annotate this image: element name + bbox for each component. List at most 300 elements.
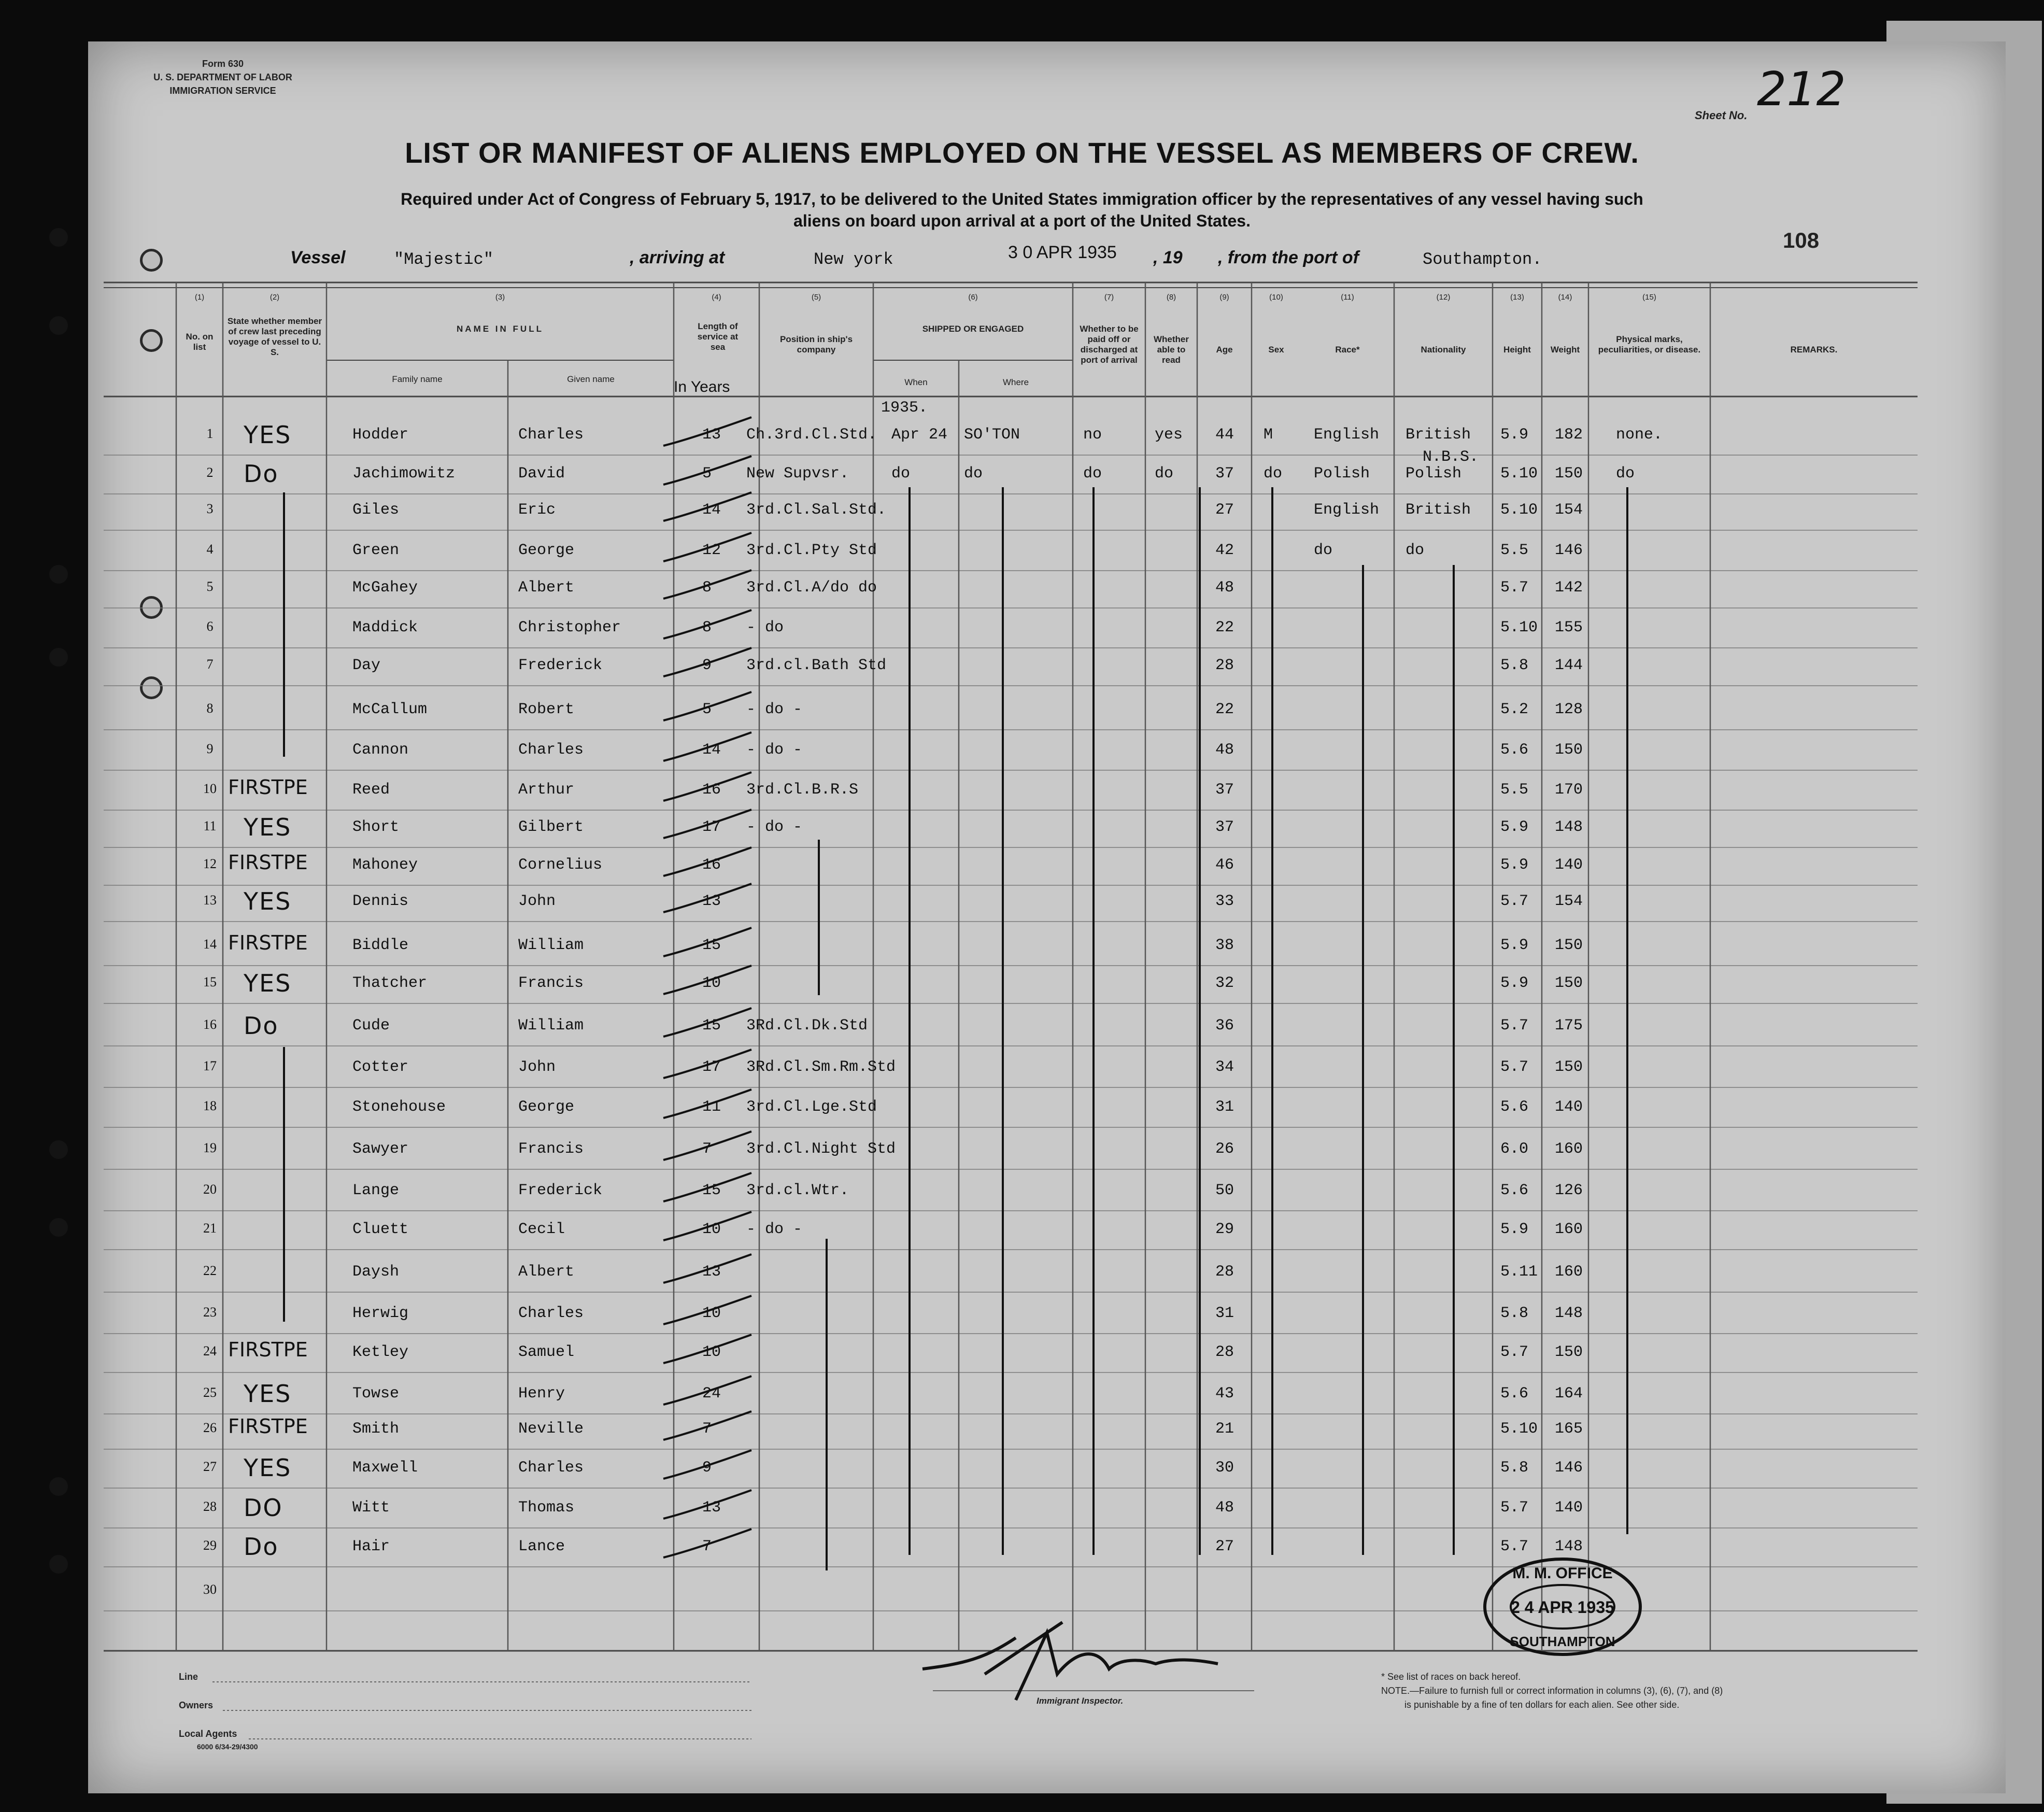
cell-given: Eric [518, 501, 556, 519]
cell-no: 18 [203, 1098, 217, 1113]
cell-height: 5.10 [1500, 501, 1538, 519]
sheet-label: Sheet No. [1695, 109, 1748, 122]
cell-age: 37 [1215, 781, 1234, 799]
cell-service: 16 [702, 856, 721, 874]
col-num: (4) [712, 293, 721, 302]
header-physical-marks: Physical marks, peculiarities, or disease. [1598, 334, 1701, 355]
cell-weight: 150 [1555, 974, 1583, 992]
cell-no: 13 [203, 893, 217, 908]
cell-given: John [518, 1058, 556, 1076]
cell-given: Arthur [518, 781, 575, 799]
cell-given: Charles [518, 741, 584, 759]
header-family-name: Family name [392, 374, 443, 384]
cell-position: 3rd.Cl.A/do do [746, 579, 877, 597]
cell-weight: 148 [1555, 1538, 1583, 1555]
cell-family: Hodder [352, 426, 409, 444]
cell-no: 6 [206, 619, 214, 634]
cell-nationality-note: N.B.S. [1423, 448, 1479, 466]
header-nationality: Nationality [1421, 345, 1466, 355]
cell-position: 3rd.Cl.Night Std [746, 1140, 896, 1158]
cell-given: Francis [518, 974, 584, 992]
cell-service: 15 [702, 1182, 721, 1199]
footer-inspector-label: Immigrant Inspector. [1037, 1696, 1124, 1706]
cell-position: - do - [746, 1221, 803, 1238]
cell-service: 10 [702, 974, 721, 992]
col-num: (2) [269, 293, 280, 302]
cell-given: George [518, 1098, 575, 1116]
cell-no: 21 [203, 1221, 217, 1236]
cell-weight: 128 [1555, 701, 1583, 718]
cell-family: Giles [352, 501, 400, 519]
header-remarks: REMARKS. [1790, 345, 1838, 355]
cell-prev: FIRSTPE [228, 776, 308, 799]
header-height: Height [1503, 345, 1531, 355]
cell-height: 5.5 [1500, 542, 1529, 559]
cell-height: 5.7 [1500, 1538, 1529, 1555]
cell-marks: none. [1616, 426, 1663, 444]
cell-weight: 140 [1555, 1098, 1583, 1116]
cell-service: 17 [702, 1058, 721, 1076]
cell-weight: 155 [1555, 619, 1583, 636]
cell-weight: 182 [1555, 426, 1583, 444]
cell-height: 5.8 [1500, 1305, 1529, 1322]
cell-family: Ketley [352, 1343, 409, 1361]
header-race: Race* [1335, 345, 1360, 355]
date-stamp: 3 0 APR 1935 [1008, 243, 1117, 262]
stamp-bottom: SOUTHAMPTON [1510, 1634, 1615, 1649]
cell-service: 9 [702, 657, 712, 674]
cell-height: 5.8 [1500, 1459, 1529, 1477]
cell-age: 48 [1215, 741, 1234, 759]
cell-weight: 160 [1555, 1263, 1583, 1281]
cell-family: Witt [352, 1499, 390, 1517]
cell-age: 28 [1215, 657, 1234, 674]
cell-height: 5.8 [1500, 657, 1529, 674]
cell-family: Dennis [352, 893, 409, 910]
cell-service: 10 [702, 1305, 721, 1322]
cell-age: 22 [1215, 619, 1234, 636]
arriving-port: New york [814, 250, 893, 269]
cell-no: 17 [203, 1058, 217, 1073]
cell-position: 3rd.cl.Bath Std [746, 657, 887, 674]
arriving-label: , arriving at [630, 248, 725, 267]
cell-service: 24 [702, 1385, 721, 1403]
cell-height: 5.9 [1500, 937, 1529, 954]
cell-no: 19 [203, 1140, 217, 1155]
cell-no: 9 [206, 741, 214, 756]
cell-no: 7 [206, 657, 214, 672]
cell-service: 14 [702, 501, 721, 519]
cell-service: 7 [702, 1140, 712, 1158]
cell-age: 28 [1215, 1343, 1234, 1361]
cell-given: Gilbert [518, 818, 584, 836]
header-paid-off: Whether to be paid off or discharged at port of arrival [1080, 324, 1139, 365]
cell-weight: 150 [1555, 465, 1583, 483]
cell-given: Cornelius [518, 856, 603, 874]
cell-no: 2 [206, 465, 214, 480]
footer-owners-label: Owners [179, 1700, 214, 1710]
cell-no: 12 [203, 856, 217, 871]
cell-age: 29 [1215, 1221, 1234, 1238]
cell-when: do [891, 465, 911, 483]
cell-when: Apr 24 [891, 426, 948, 444]
cell-service: 13 [702, 1263, 721, 1281]
cell-position: - do - [746, 818, 803, 836]
cell-prev: YES [244, 887, 292, 915]
cell-family: Towse [352, 1385, 400, 1403]
cell-family: Green [352, 542, 400, 559]
cell-no: 14 [203, 937, 217, 952]
cell-family: Daysh [352, 1263, 400, 1281]
cell-height: 5.10 [1500, 465, 1538, 483]
cell-nationality: Polish [1406, 465, 1462, 483]
cell-prev: YES [244, 813, 292, 841]
cell-height: 5.9 [1500, 856, 1529, 874]
cell-prev: FIRSTPE [228, 1338, 308, 1361]
cell-prev: YES [244, 1380, 292, 1408]
cell-height: 5.6 [1500, 1182, 1529, 1199]
year-label: , 19 [1153, 248, 1183, 267]
col-num: (13) [1510, 293, 1524, 302]
subtitle-line-1: Required under Act of Congress of February 5, 1917, to be delivered to the United States immigration officer by the representatives of any vessel having such [401, 190, 1643, 208]
cell-position: New Supvsr. [746, 465, 849, 483]
cell-weight: 148 [1555, 818, 1583, 836]
cell-given: William [518, 937, 584, 954]
cell-weight: 160 [1555, 1221, 1583, 1238]
cell-weight: 154 [1555, 893, 1583, 910]
cell-position: 3Rd.Cl.Dk.Std [746, 1017, 868, 1035]
cell-weight: 150 [1555, 1343, 1583, 1361]
cell-height: 5.2 [1500, 701, 1529, 718]
cell-no: 27 [203, 1459, 217, 1474]
col-num: (15) [1642, 293, 1656, 302]
cell-no: 8 [206, 701, 214, 716]
header-in-years: In Years [674, 378, 730, 395]
cell-service: 13 [702, 893, 721, 910]
year-1935: 1935. [881, 399, 928, 417]
cell-age: 31 [1215, 1098, 1234, 1116]
cell-age: 33 [1215, 893, 1234, 910]
cell-service: 17 [702, 818, 721, 836]
header-able-read: Whether able to read [1154, 334, 1189, 365]
cell-service: 13 [702, 426, 721, 444]
cell-service: 7 [702, 1538, 712, 1555]
cell-age: 22 [1215, 701, 1234, 718]
cell-prev: Do [244, 460, 279, 488]
cell-age: 48 [1215, 579, 1234, 597]
cell-given: Charles [518, 1459, 584, 1477]
cell-service: 10 [702, 1343, 721, 1361]
cell-height: 5.7 [1500, 1058, 1529, 1076]
cell-height: 6.0 [1500, 1140, 1529, 1158]
cell-position: - do - [746, 741, 803, 759]
cell-given: Charles [518, 1305, 584, 1322]
cell-given: John [518, 893, 556, 910]
cell-age: 44 [1215, 426, 1234, 444]
cell-given: Christopher [518, 619, 621, 636]
cell-prev: Do [244, 1533, 279, 1561]
cell-family: Herwig [352, 1305, 409, 1322]
cell-age: 36 [1215, 1017, 1234, 1035]
from-port: Southampton. [1423, 250, 1542, 269]
cell-family: McGahey [352, 579, 418, 597]
cell-position: Ch.3rd.Cl.Std. [746, 426, 877, 444]
cell-prev: FIRSTPE [228, 851, 308, 874]
cell-height: 5.9 [1500, 818, 1529, 836]
cell-weight: 170 [1555, 781, 1583, 799]
cell-read: do [1155, 465, 1174, 483]
cell-family: Lange [352, 1182, 400, 1199]
col-num: (10) [1269, 293, 1283, 302]
cell-family: Maxwell [352, 1459, 418, 1477]
cell-family: Mahoney [352, 856, 418, 874]
cell-sex: do [1264, 465, 1283, 483]
cell-height: 5.10 [1500, 619, 1538, 636]
cell-service: 13 [702, 1499, 721, 1517]
cell-height: 5.11 [1500, 1263, 1538, 1281]
cell-family: Cotter [352, 1058, 409, 1076]
cell-weight: 175 [1555, 1017, 1583, 1035]
cell-family: Day [352, 657, 381, 674]
header-where: Where [1002, 377, 1029, 387]
cell-no: 23 [203, 1305, 217, 1320]
footer-line-label: Line [179, 1672, 198, 1682]
cell-family: Cude [352, 1017, 390, 1035]
cell-given: Albert [518, 1263, 575, 1281]
cell-age: 43 [1215, 1385, 1234, 1403]
cell-prev: DO [244, 1494, 283, 1522]
col-num: (1) [194, 293, 205, 302]
cell-race: English [1314, 501, 1380, 519]
cell-family: McCallum [352, 701, 428, 718]
cell-service: 11 [702, 1098, 721, 1116]
vessel-name: "Majestic" [394, 250, 494, 269]
vessel-label: Vessel [290, 248, 346, 267]
service: IMMIGRATION SERVICE [169, 86, 276, 96]
cell-no: 16 [203, 1017, 217, 1032]
cell-weight: 140 [1555, 1499, 1583, 1517]
cell-age: 37 [1215, 465, 1234, 483]
cell-family: Maddick [352, 619, 418, 636]
cell-sex: M [1264, 426, 1273, 444]
cell-where: SO'TON [964, 426, 1020, 444]
cell-weight: 164 [1555, 1385, 1583, 1403]
cell-age: 28 [1215, 1263, 1234, 1281]
cell-no: 15 [203, 974, 217, 989]
footer-agents-label: Local Agents [179, 1729, 237, 1739]
cell-height: 5.7 [1500, 1499, 1529, 1517]
cell-given: Cecil [518, 1221, 565, 1238]
cell-given: George [518, 542, 575, 559]
cell-age: 48 [1215, 1499, 1234, 1517]
cell-no: 30 [203, 1582, 217, 1597]
stamp-top: M. M. OFFICE [1512, 1565, 1613, 1582]
cell-given: Neville [518, 1420, 584, 1438]
cell-read: yes [1155, 426, 1183, 444]
form-number: Form 630 [202, 59, 244, 69]
cell-given: Francis [518, 1140, 584, 1158]
header-prev-voyage: State whether member of crew last preceding voyage of vessel to U. S. [227, 316, 322, 357]
cell-height: 5.6 [1500, 1098, 1529, 1116]
cell-age: 31 [1215, 1305, 1234, 1322]
cell-height: 5.7 [1500, 893, 1529, 910]
stamp-date: 2 4 APR 1935 [1511, 1598, 1614, 1617]
header-weight: Weight [1550, 345, 1580, 355]
col-num: (14) [1558, 293, 1572, 302]
col-num: (11) [1341, 293, 1354, 302]
cell-race: do [1314, 542, 1333, 559]
col-num: (3) [495, 293, 505, 302]
cell-no: 11 [203, 818, 217, 833]
cell-age: 42 [1215, 542, 1234, 559]
cell-weight: 150 [1555, 937, 1583, 954]
cell-service: 16 [702, 781, 721, 799]
cell-service: 8 [702, 579, 712, 597]
cell-no: 24 [203, 1343, 217, 1358]
cell-family: Cannon [352, 741, 409, 759]
cell-no: 22 [203, 1263, 217, 1278]
cell-given: Frederick [518, 657, 603, 674]
cell-family: Biddle [352, 937, 409, 954]
cell-position: - do - [746, 701, 803, 718]
col-num: (7) [1104, 293, 1114, 302]
cell-given: Lance [518, 1538, 565, 1555]
cell-position: 3rd.Cl.B.R.S [746, 781, 859, 799]
cell-prev: YES [244, 1454, 292, 1482]
cell-given: Charles [518, 426, 584, 444]
cell-age: 27 [1215, 501, 1234, 519]
cell-no: 28 [203, 1499, 217, 1514]
cell-weight: 165 [1555, 1420, 1583, 1438]
col-num: (8) [1166, 293, 1176, 302]
cell-prev: Do [244, 1012, 279, 1040]
cell-weight: 150 [1555, 741, 1583, 759]
from-port-label: , from the port of [1218, 248, 1359, 267]
cell-age: 32 [1215, 974, 1234, 992]
cell-position: 3Rd.Cl.Sm.Rm.Std [746, 1058, 896, 1076]
cell-weight: 154 [1555, 501, 1583, 519]
cell-nationality: British [1406, 426, 1471, 444]
cell-nationality: British [1406, 501, 1471, 519]
cell-service: 14 [702, 741, 721, 759]
cell-given: Thomas [518, 1499, 575, 1517]
cell-paid: do [1083, 465, 1102, 483]
cell-height: 5.7 [1500, 579, 1529, 597]
cell-nationality: do [1406, 542, 1425, 559]
cell-position: 3rd.Cl.Sal.Std. [746, 501, 887, 519]
cell-family: Short [352, 818, 400, 836]
cell-height: 5.5 [1500, 781, 1529, 799]
cell-given: Samuel [518, 1343, 575, 1361]
col-num: (5) [811, 293, 821, 302]
cell-prev: FIRSTPE [228, 1415, 308, 1438]
cell-weight: 146 [1555, 1459, 1583, 1477]
sheet-number: 212 [1757, 62, 1846, 117]
header-age: Age [1216, 345, 1233, 355]
cell-service: 10 [702, 1221, 721, 1238]
cell-paid: no [1083, 426, 1102, 444]
cell-no: 10 [203, 781, 217, 796]
cell-prev: FIRSTPE [228, 931, 308, 954]
header-position: Position in ship's company [779, 334, 853, 355]
cell-no: 4 [206, 542, 214, 557]
subtitle-line-2: aliens on board upon arrival at a port of the United States. [793, 211, 1251, 230]
cell-weight: 146 [1555, 542, 1583, 559]
cell-service: 12 [702, 542, 721, 559]
header-when: When [904, 377, 928, 387]
cell-marks: do [1616, 465, 1635, 483]
cell-race: English [1314, 426, 1380, 444]
cell-family: Thatcher [352, 974, 428, 992]
cell-weight: 126 [1555, 1182, 1583, 1199]
cell-service: 15 [702, 1017, 721, 1035]
cell-family: Reed [352, 781, 390, 799]
cell-given: Frederick [518, 1182, 603, 1199]
cell-no: 20 [203, 1182, 217, 1197]
cell-family: Jachimowitz [352, 465, 456, 483]
cell-age: 38 [1215, 937, 1234, 954]
cell-family: Hair [352, 1538, 390, 1555]
cell-age: 21 [1215, 1420, 1234, 1438]
department: U. S. DEPARTMENT OF LABOR [153, 72, 292, 82]
cell-age: 37 [1215, 818, 1234, 836]
cell-no: 25 [203, 1385, 217, 1400]
cell-weight: 160 [1555, 1140, 1583, 1158]
cell-given: Henry [518, 1385, 565, 1403]
side-number: 108 [1783, 228, 1820, 252]
cell-prev: YES [244, 421, 292, 449]
cell-weight: 150 [1555, 1058, 1583, 1076]
cell-where: do [964, 465, 983, 483]
cell-age: 34 [1215, 1058, 1234, 1076]
cell-weight: 148 [1555, 1305, 1583, 1322]
col-num: (9) [1219, 293, 1229, 302]
cell-given: Robert [518, 701, 575, 718]
page-title: LIST OR MANIFEST OF ALIENS EMPLOYED ON THE VESSEL AS MEMBERS OF CREW. [405, 136, 1639, 169]
cell-service: 7 [702, 1420, 712, 1438]
cell-position: 3rd.Cl.Pty Std [746, 542, 877, 559]
cell-weight: 144 [1555, 657, 1583, 674]
cell-family: Stonehouse [352, 1098, 446, 1116]
cell-age: 27 [1215, 1538, 1234, 1555]
footer-note-1: * See list of races on back hereof. [1381, 1672, 1521, 1682]
cell-position: - do [746, 619, 784, 636]
header-service: Length of service at sea [697, 321, 739, 352]
cell-height: 5.9 [1500, 1221, 1529, 1238]
cell-weight: 140 [1555, 856, 1583, 874]
cell-height: 5.6 [1500, 741, 1529, 759]
header-shipped-engaged: SHIPPED OR ENGAGED [922, 324, 1024, 334]
cell-age: 26 [1215, 1140, 1234, 1158]
header-sex: Sex [1268, 345, 1284, 355]
cell-no: 1 [206, 426, 214, 441]
cell-given: William [518, 1017, 584, 1035]
cell-service: 9 [702, 1459, 712, 1477]
footer-note-2: NOTE.—Failure to furnish full or correct information in columns (3), (6), (7), and (8) [1381, 1686, 1723, 1696]
cell-prev: YES [244, 969, 292, 997]
cell-height: 5.9 [1500, 974, 1529, 992]
cell-age: 30 [1215, 1459, 1234, 1477]
cell-position: 3rd.cl.Wtr. [746, 1182, 849, 1199]
cell-service: 5 [702, 465, 712, 483]
cell-weight: 142 [1555, 579, 1583, 597]
cell-no: 26 [203, 1420, 217, 1435]
header-no-on-list: No. on list [186, 332, 214, 352]
cell-no: 29 [203, 1538, 217, 1553]
cell-age: 50 [1215, 1182, 1234, 1199]
cell-no: 5 [206, 579, 214, 594]
cell-service: 8 [702, 619, 712, 636]
